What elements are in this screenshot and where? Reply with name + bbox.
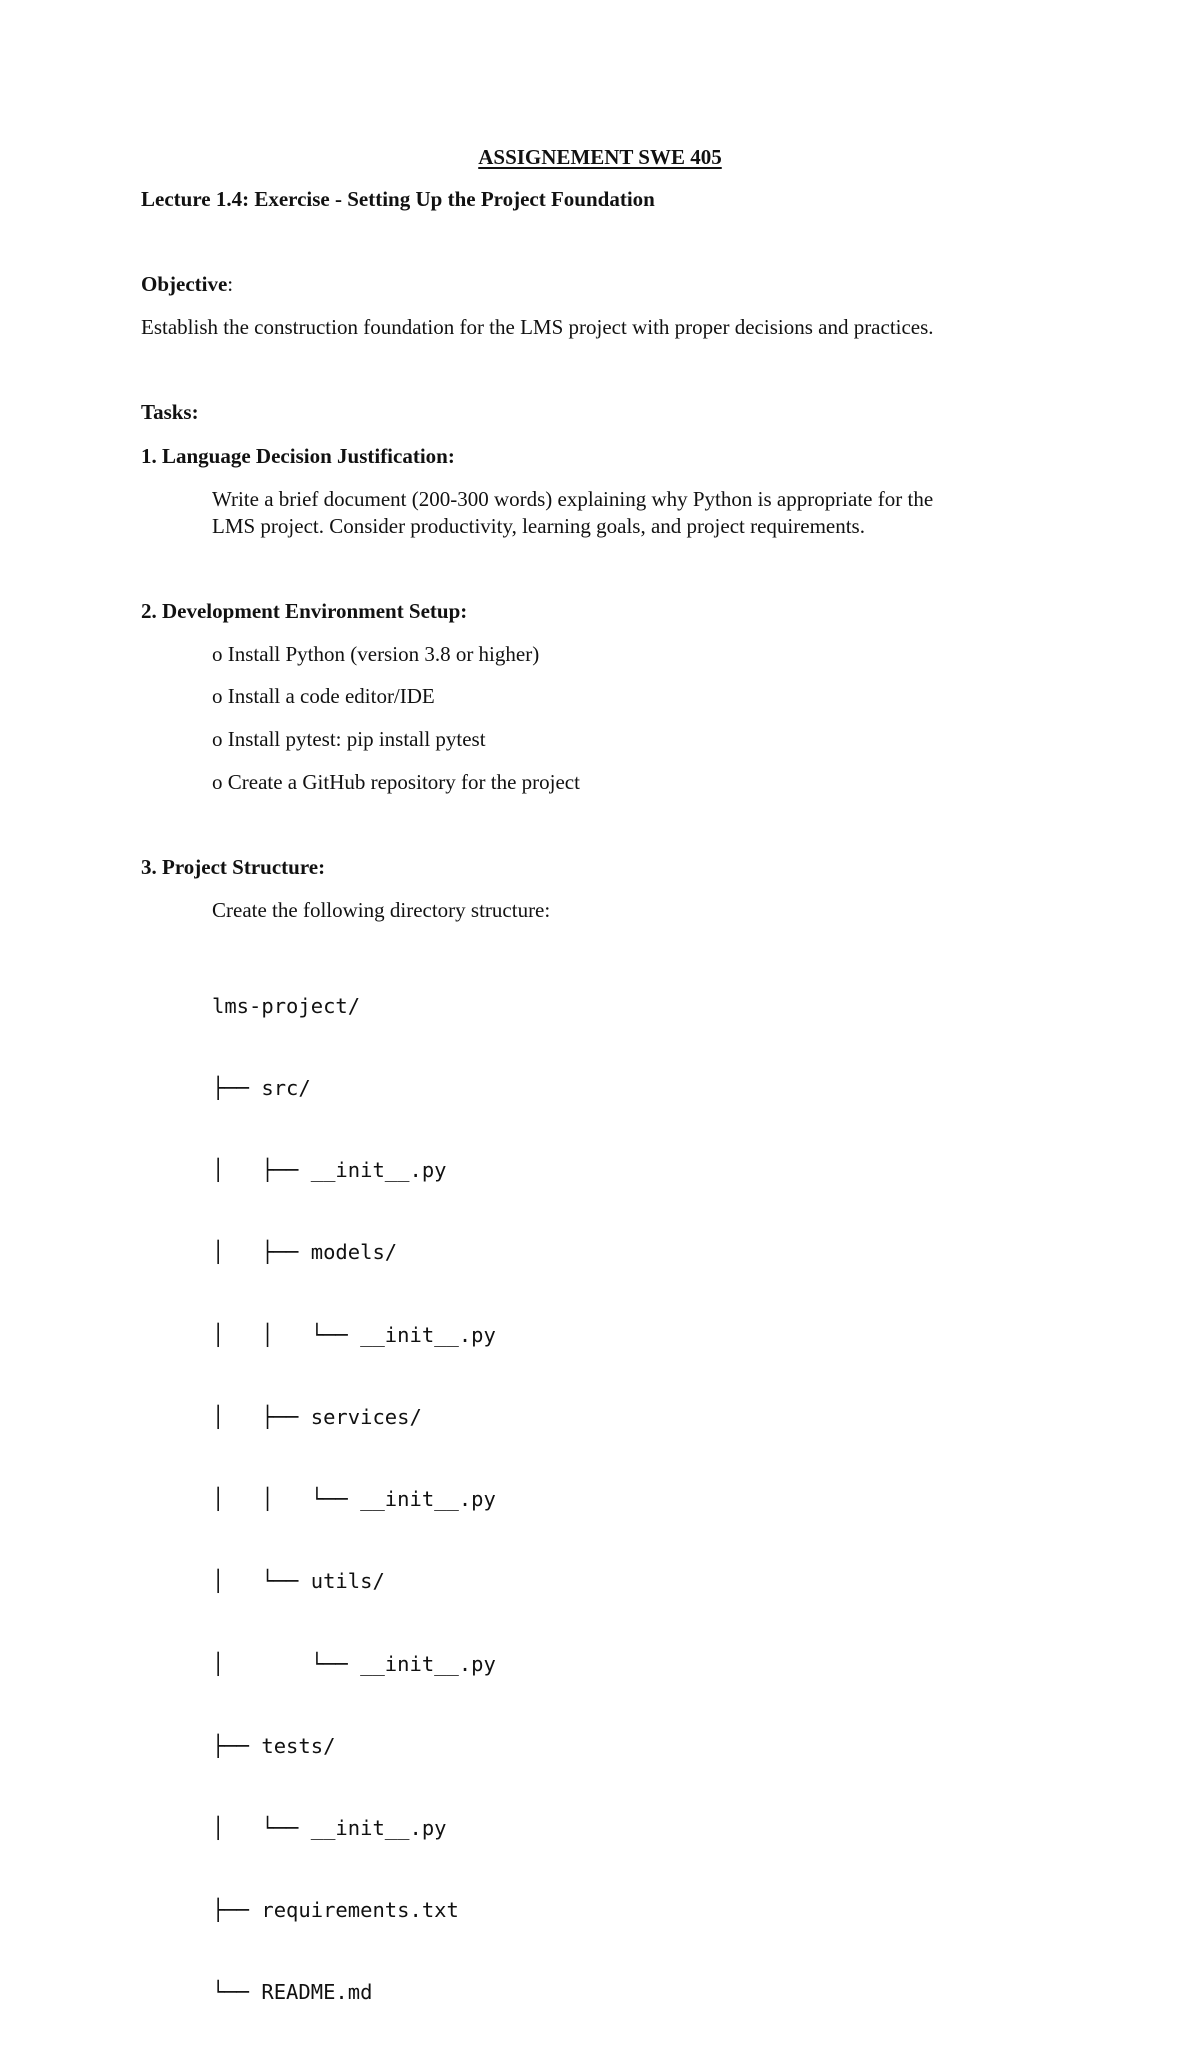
directory-tree <box>212 938 496 2062</box>
task2-item: o Install a code editor/IDE <box>212 684 435 708</box>
objective-text: Establish the construction foundation for the LMS project with proper decisions and practices. <box>141 315 934 339</box>
tree-line: ├── src/ <box>212 1076 311 1101</box>
tree-line: lms-project/ <box>212 993 361 1018</box>
task2-heading: 2. Development Environment Setup: <box>141 599 468 623</box>
task3-heading: 3. Project Structure: <box>141 855 326 879</box>
objective-heading <box>141 270 233 298</box>
tree-line: │ └── __init__.py <box>212 1651 496 1676</box>
tree-line: │ └── utils/ <box>212 1569 385 1594</box>
tree-line: │ │ └── __init__.py <box>212 1322 496 1347</box>
objective-label: Objective <box>141 272 228 296</box>
task2-item: o Install pytest: pip install pytest <box>212 727 486 751</box>
document-title: ASSIGNEMENT SWE 405 <box>478 145 722 169</box>
task1-line: Write a brief document (200-300 words) explaining why Python is appropriate for the <box>212 487 934 511</box>
tree-line: │ └── __init__.py <box>212 1816 447 1840</box>
task3-intro: Create the following directory structure: <box>212 898 551 922</box>
tasks-label: Tasks: <box>141 400 199 424</box>
tree-line: ├── tests/ <box>212 1733 336 1758</box>
tree-line: │ │ └── __init__.py <box>212 1487 496 1512</box>
task1-line: LMS project. Consider productivity, learning goals, and project requirements. <box>212 514 865 538</box>
objective-colon: : <box>227 272 234 296</box>
tree-line: │ ├── models/ <box>212 1240 398 1265</box>
tree-line: ├── requirements.txt <box>212 1898 459 1923</box>
task2-item: o Install Python (version 3.8 or higher) <box>212 642 540 666</box>
lecture-heading: Lecture 1.4: Exercise - Setting Up the Project Foundation <box>141 187 655 211</box>
task1-heading: 1. Language Decision Justification: <box>141 444 455 468</box>
tree-line: └── README.md <box>212 1980 373 2005</box>
task2-item: o Create a GitHub repository for the project <box>212 770 580 794</box>
tree-line: │ ├── services/ <box>212 1404 422 1429</box>
tree-line: │ ├── __init__.py <box>212 1158 447 1183</box>
